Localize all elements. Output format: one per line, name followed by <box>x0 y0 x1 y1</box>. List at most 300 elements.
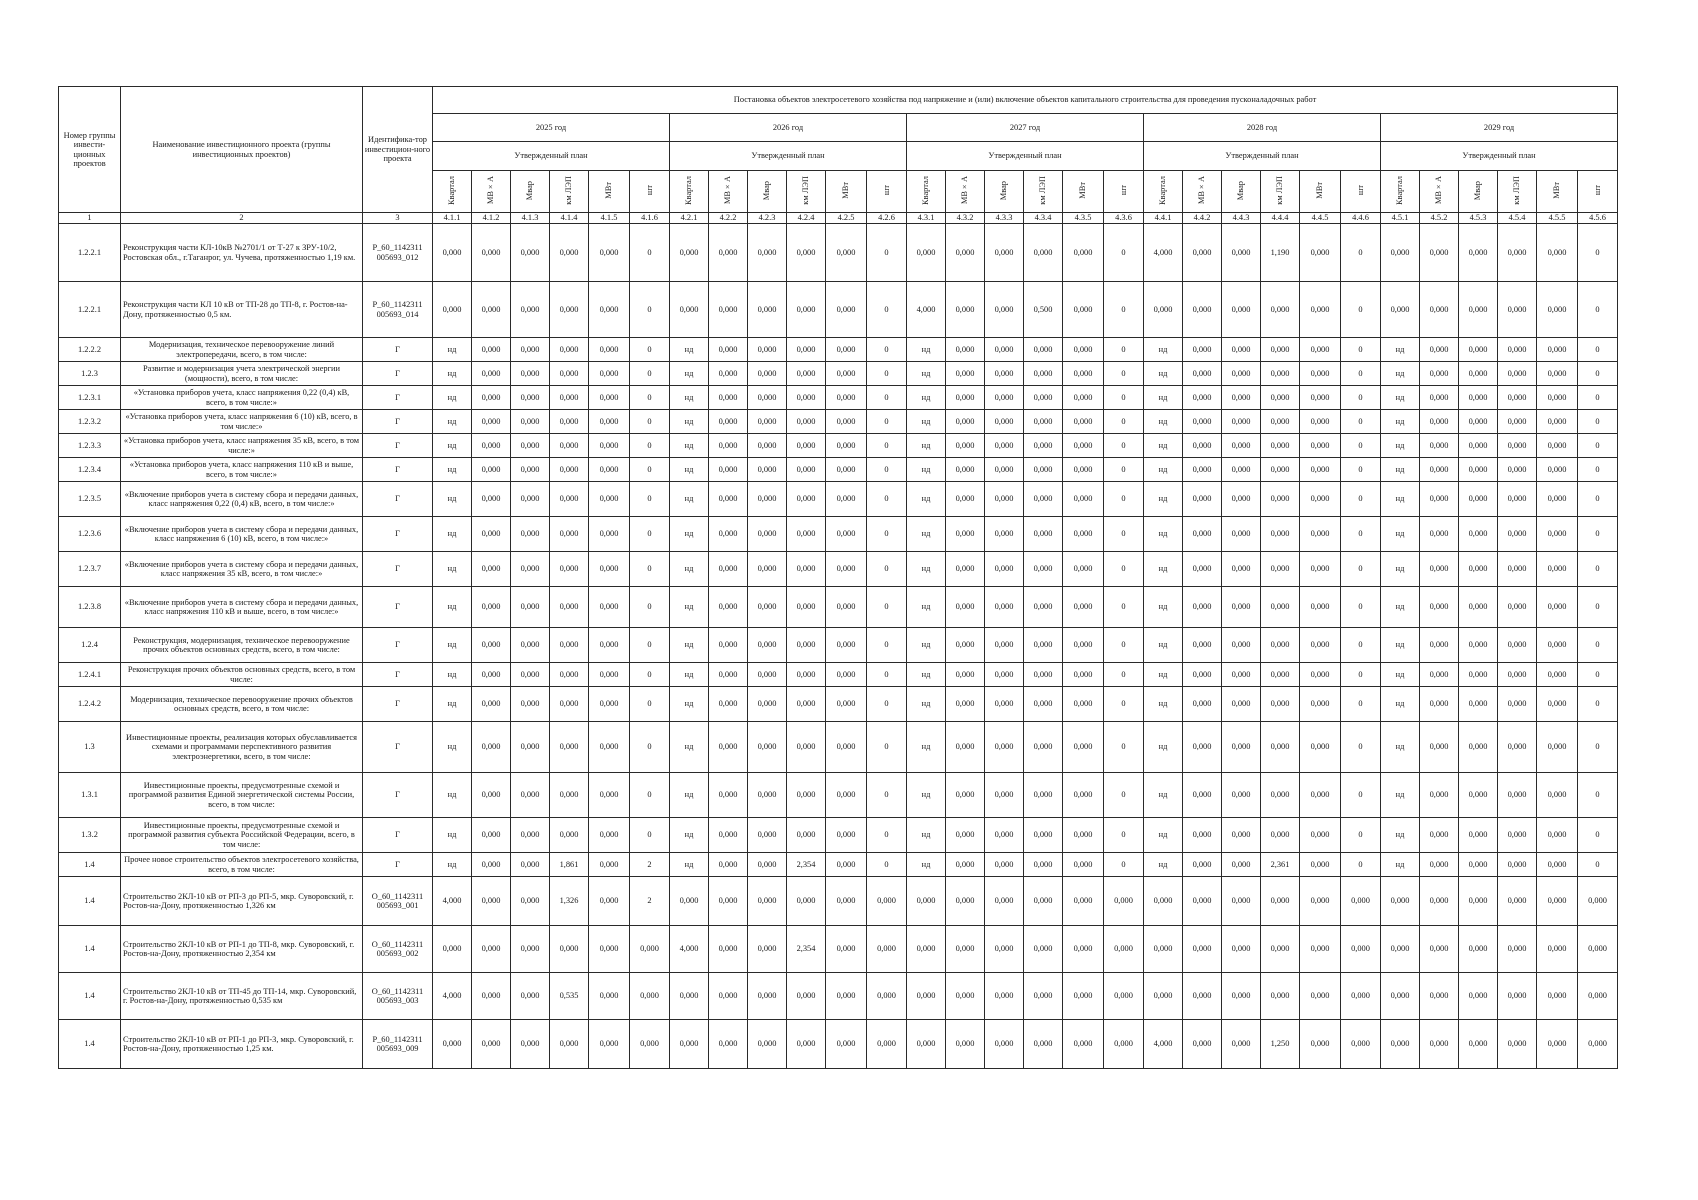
value-cell: нд <box>433 386 472 410</box>
value-cell: 0,000 <box>550 628 589 663</box>
value-cell: 0 <box>867 818 907 853</box>
value-cell: 0,000 <box>985 386 1024 410</box>
value-cell: 0,000 <box>826 482 867 517</box>
plan-header: Утвержденный план <box>907 142 1144 171</box>
unit-label: Мвар <box>762 180 772 200</box>
value-cell: 0,000 <box>985 482 1024 517</box>
value-cell: 0,000 <box>1459 434 1498 458</box>
value-cell: 0,000 <box>1498 687 1537 722</box>
value-cell: 0,000 <box>472 434 511 458</box>
column-code: 4.1.2 <box>472 213 511 224</box>
value-cell: 0,000 <box>511 587 550 628</box>
value-cell: нд <box>670 386 709 410</box>
value-cell: 0,000 <box>1063 973 1104 1020</box>
value-cell: 0 <box>1578 410 1618 434</box>
table-row <box>59 482 1618 517</box>
value-cell: 0,000 <box>589 362 630 386</box>
value-cell: 0,000 <box>472 877 511 926</box>
year-header: 2029 год <box>1381 114 1618 142</box>
unit-label: Мвар <box>1236 180 1246 200</box>
unit-label: шт <box>881 185 891 196</box>
value-cell: 0,000 <box>1341 1020 1381 1069</box>
value-cell: 0 <box>867 338 907 362</box>
value-cell: 0,000 <box>946 482 985 517</box>
value-cell: 0 <box>630 224 670 282</box>
value-cell: нд <box>907 482 946 517</box>
value-cell: 0 <box>630 628 670 663</box>
value-cell: нд <box>1381 386 1420 410</box>
value-cell: 0,000 <box>550 386 589 410</box>
value-cell: 0,000 <box>946 973 985 1020</box>
value-cell: 0,000 <box>1183 663 1222 687</box>
value-cell: 0,000 <box>1300 663 1341 687</box>
value-cell: 0,000 <box>1261 628 1300 663</box>
value-cell: 0,000 <box>1300 224 1341 282</box>
group-number-cell: 1.2.3.1 <box>59 386 121 410</box>
value-cell: 0,000 <box>1222 663 1261 687</box>
value-cell: 0,000 <box>1420 386 1459 410</box>
value-cell: 0,000 <box>787 362 826 386</box>
value-cell: 0 <box>867 362 907 386</box>
value-cell: 0,000 <box>787 722 826 773</box>
value-cell: 0,000 <box>985 517 1024 552</box>
group-number-cell: 1.2.3.4 <box>59 458 121 482</box>
value-cell: 0,000 <box>946 362 985 386</box>
value-cell: 0,000 <box>630 1020 670 1069</box>
value-cell: нд <box>1381 722 1420 773</box>
value-cell: 0,000 <box>511 434 550 458</box>
column-code: 3 <box>363 213 433 224</box>
value-cell: 0 <box>630 482 670 517</box>
value-cell: 0,000 <box>1420 482 1459 517</box>
column-code: 4.1.1 <box>433 213 472 224</box>
value-cell: 0,000 <box>511 663 550 687</box>
value-cell: 0,000 <box>1537 818 1578 853</box>
unit-label: км ЛЭП <box>801 175 811 205</box>
value-cell: 0 <box>1578 687 1618 722</box>
identifier-cell: Г <box>363 722 433 773</box>
value-cell: 0,000 <box>709 338 748 362</box>
value-cell: 0,000 <box>1420 628 1459 663</box>
value-cell: 0,000 <box>946 1020 985 1069</box>
value-cell: 0 <box>1578 458 1618 482</box>
value-cell: 0,000 <box>472 687 511 722</box>
project-name-cell: Реконструкция части КЛ 10 кВ от ТП-28 до ТП-8, г. Ростов-на-Дону, протяженностью 0,5 км. <box>121 282 363 338</box>
value-cell: 0,000 <box>1183 853 1222 877</box>
value-cell: 0,000 <box>709 386 748 410</box>
value-cell: 0,000 <box>1261 282 1300 338</box>
value-cell: нд <box>1381 773 1420 818</box>
value-cell: 0,000 <box>1420 722 1459 773</box>
value-cell: 0,000 <box>1261 818 1300 853</box>
value-cell: 0,000 <box>1341 926 1381 973</box>
value-cell: 0,000 <box>748 517 787 552</box>
unit-header <box>511 171 550 213</box>
group-number-cell: 1.2.4.2 <box>59 687 121 722</box>
value-cell: 0,000 <box>1341 877 1381 926</box>
value-cell: 0,000 <box>1222 818 1261 853</box>
value-cell: 0,000 <box>1381 1020 1420 1069</box>
value-cell: 0,000 <box>1537 517 1578 552</box>
project-name-cell: Прочее новое строительство объектов электросетевого хозяйства, всего, в том числе: <box>121 853 363 877</box>
value-cell: 0,000 <box>787 663 826 687</box>
value-cell: 0,000 <box>670 877 709 926</box>
identifier-cell: O_60_1142311 005693_002 <box>363 926 433 973</box>
value-cell: 0 <box>1341 818 1381 853</box>
value-cell: 0,000 <box>985 628 1024 663</box>
value-cell: нд <box>670 773 709 818</box>
value-cell: 0,000 <box>1420 282 1459 338</box>
value-cell: нд <box>670 410 709 434</box>
value-cell: 0,000 <box>1498 362 1537 386</box>
value-cell: 0 <box>1578 482 1618 517</box>
value-cell: нд <box>670 587 709 628</box>
value-cell: 0,000 <box>1024 587 1063 628</box>
value-cell: 0,000 <box>550 926 589 973</box>
value-cell: 0,000 <box>1537 628 1578 663</box>
value-cell: 0 <box>1341 663 1381 687</box>
value-cell: 0,000 <box>1459 818 1498 853</box>
value-cell: 0,000 <box>1498 386 1537 410</box>
value-cell: нд <box>907 517 946 552</box>
identifier-cell: P_60_1142311 005693_012 <box>363 224 433 282</box>
value-cell: 0 <box>1104 482 1144 517</box>
value-cell: 0,000 <box>826 926 867 973</box>
unit-label: км ЛЭП <box>1512 175 1522 205</box>
value-cell: 0,000 <box>589 282 630 338</box>
unit-label: Квартал <box>1158 175 1168 205</box>
value-cell: 0,000 <box>1222 517 1261 552</box>
value-cell: 0,000 <box>1183 818 1222 853</box>
value-cell: 0 <box>1104 552 1144 587</box>
value-cell: 0,000 <box>748 587 787 628</box>
value-cell: 0,000 <box>748 722 787 773</box>
year-header: 2027 год <box>907 114 1144 142</box>
value-cell: 0,000 <box>1024 517 1063 552</box>
value-cell: 0,000 <box>472 722 511 773</box>
value-cell: нд <box>433 663 472 687</box>
value-cell: нд <box>1144 663 1183 687</box>
value-cell: 0,000 <box>787 818 826 853</box>
value-cell: 0,000 <box>826 973 867 1020</box>
column-code: 4.5.3 <box>1459 213 1498 224</box>
value-cell: 0,000 <box>748 224 787 282</box>
group-number-cell: 1.2.3.5 <box>59 482 121 517</box>
value-cell: 0,000 <box>1183 338 1222 362</box>
value-cell: 0,000 <box>1183 386 1222 410</box>
value-cell: 0,000 <box>511 386 550 410</box>
value-cell: 0,000 <box>1420 434 1459 458</box>
column-code: 4.1.3 <box>511 213 550 224</box>
value-cell: 0,000 <box>826 552 867 587</box>
value-cell: 0 <box>630 386 670 410</box>
value-cell: 0,000 <box>1300 926 1341 973</box>
value-cell: 0,000 <box>1104 926 1144 973</box>
unit-header <box>826 171 867 213</box>
value-cell: 0,000 <box>709 818 748 853</box>
value-cell: 0,000 <box>946 628 985 663</box>
value-cell: нд <box>907 362 946 386</box>
value-cell: 0,000 <box>709 687 748 722</box>
value-cell: 0,000 <box>1222 722 1261 773</box>
value-cell: 0,000 <box>709 458 748 482</box>
column-code: 4.4.2 <box>1183 213 1222 224</box>
value-cell: 0,000 <box>550 362 589 386</box>
value-cell: 0,000 <box>550 1020 589 1069</box>
value-cell: 0,000 <box>709 434 748 458</box>
unit-header <box>550 171 589 213</box>
value-cell: 0,000 <box>1537 282 1578 338</box>
value-cell: 0 <box>1341 434 1381 458</box>
table-row <box>59 517 1618 552</box>
column-code: 4.1.5 <box>589 213 630 224</box>
value-cell: 0,000 <box>1498 338 1537 362</box>
value-cell: 0,000 <box>550 282 589 338</box>
value-cell: 0,000 <box>1183 687 1222 722</box>
column-code: 4.3.1 <box>907 213 946 224</box>
identifier-cell: Г <box>363 818 433 853</box>
value-cell: нд <box>670 818 709 853</box>
group-number-cell: 1.4 <box>59 877 121 926</box>
value-cell: 0,000 <box>1144 926 1183 973</box>
project-name-cell: «Включение приборов учета в систему сбора и передачи данных, класс напряжения 6 (10) кВ, всего, в том числе:» <box>121 517 363 552</box>
value-cell: 0,000 <box>1024 410 1063 434</box>
unit-header <box>1420 171 1459 213</box>
value-cell: 0,000 <box>589 973 630 1020</box>
value-cell: 4,000 <box>433 973 472 1020</box>
value-cell: нд <box>433 687 472 722</box>
value-cell: 0,000 <box>1104 877 1144 926</box>
value-cell: нд <box>670 458 709 482</box>
value-cell: 0,000 <box>1183 517 1222 552</box>
value-cell: нд <box>1381 663 1420 687</box>
value-cell: 0,000 <box>826 687 867 722</box>
value-cell: 0,000 <box>511 282 550 338</box>
value-cell: нд <box>1381 687 1420 722</box>
value-cell: 0,000 <box>1459 282 1498 338</box>
value-cell: 0,000 <box>670 1020 709 1069</box>
unit-header <box>589 171 630 213</box>
value-cell: 0,000 <box>985 687 1024 722</box>
value-cell: 0,000 <box>1537 552 1578 587</box>
value-cell: 0,000 <box>1261 687 1300 722</box>
value-cell: 0,000 <box>1300 282 1341 338</box>
value-cell: нд <box>1381 482 1420 517</box>
value-cell: 0,000 <box>748 877 787 926</box>
value-cell: нд <box>907 853 946 877</box>
value-cell: 0,000 <box>1183 1020 1222 1069</box>
group-number-cell: 1.4 <box>59 973 121 1020</box>
value-cell: 0,000 <box>1459 224 1498 282</box>
value-cell: 0,000 <box>1300 587 1341 628</box>
value-cell: 0,000 <box>1144 282 1183 338</box>
value-cell: 0,000 <box>1024 224 1063 282</box>
value-cell: 0,000 <box>907 973 946 1020</box>
value-cell: 0,000 <box>946 926 985 973</box>
value-cell: 0 <box>1341 482 1381 517</box>
value-cell: нд <box>433 362 472 386</box>
value-cell: 0,000 <box>1261 362 1300 386</box>
value-cell: 0 <box>630 517 670 552</box>
value-cell: 0,000 <box>1183 410 1222 434</box>
value-cell: 0,000 <box>1261 877 1300 926</box>
column-code: 4.3.4 <box>1024 213 1063 224</box>
value-cell: 0,000 <box>787 482 826 517</box>
unit-label: Мвар <box>1473 180 1483 200</box>
column-code: 4.4.5 <box>1300 213 1341 224</box>
value-cell: 0,000 <box>787 282 826 338</box>
unit-label: МВт <box>1315 181 1325 199</box>
value-cell: 0,000 <box>985 362 1024 386</box>
plan-header: Утвержденный план <box>1381 142 1618 171</box>
value-cell: 0 <box>867 482 907 517</box>
unit-header <box>748 171 787 213</box>
identifier-cell: Г <box>363 663 433 687</box>
group-number-cell: 1.2.4.1 <box>59 663 121 687</box>
value-cell: 0 <box>1341 224 1381 282</box>
value-cell: 0,000 <box>1420 877 1459 926</box>
value-cell: 0 <box>867 687 907 722</box>
value-cell: 0,000 <box>1300 818 1341 853</box>
table-row <box>59 877 1618 926</box>
unit-header <box>1459 171 1498 213</box>
value-cell: 0,000 <box>1222 224 1261 282</box>
value-cell: 0 <box>867 587 907 628</box>
table-header <box>59 87 1618 224</box>
value-cell: 0,000 <box>1063 853 1104 877</box>
value-cell: 0 <box>867 628 907 663</box>
value-cell: 0,000 <box>985 410 1024 434</box>
value-cell: нд <box>1144 517 1183 552</box>
value-cell: 0 <box>1341 338 1381 362</box>
value-cell: 0,000 <box>1222 338 1261 362</box>
value-cell: 0,000 <box>1063 410 1104 434</box>
group-number-cell: 1.2.3.7 <box>59 552 121 587</box>
unit-label: МВ×А <box>486 176 496 205</box>
value-cell: 0,000 <box>748 362 787 386</box>
value-cell: 0,000 <box>1183 926 1222 973</box>
value-cell: 0,000 <box>550 818 589 853</box>
value-cell: 0,000 <box>1144 877 1183 926</box>
group-number-cell: 1.2.2.1 <box>59 282 121 338</box>
header-project-name: Наименование инвестиционного проекта (группы инвестиционных проектов) <box>121 87 363 213</box>
value-cell: 0,000 <box>433 224 472 282</box>
value-cell: 0,000 <box>907 926 946 973</box>
value-cell: 0,000 <box>1261 434 1300 458</box>
value-cell: 0,000 <box>1420 973 1459 1020</box>
value-cell: 0,000 <box>1498 926 1537 973</box>
value-cell: 0,000 <box>748 1020 787 1069</box>
value-cell: 0,000 <box>985 818 1024 853</box>
value-cell: 0,000 <box>589 386 630 410</box>
unit-header <box>1341 171 1381 213</box>
value-cell: 0 <box>1578 224 1618 282</box>
value-cell: 0,000 <box>589 926 630 973</box>
value-cell: 0,000 <box>1063 926 1104 973</box>
unit-label: км ЛЭП <box>564 175 574 205</box>
value-cell: 0,000 <box>1420 587 1459 628</box>
value-cell: 0,000 <box>1183 434 1222 458</box>
value-cell: 0 <box>1104 853 1144 877</box>
value-cell: 0 <box>1578 362 1618 386</box>
unit-label: МВт <box>1552 181 1562 199</box>
value-cell: 0,000 <box>946 587 985 628</box>
value-cell: 0,000 <box>1420 926 1459 973</box>
value-cell: 0,000 <box>1024 687 1063 722</box>
value-cell: 0,000 <box>511 628 550 663</box>
value-cell: 0,000 <box>1024 926 1063 973</box>
unit-header <box>985 171 1024 213</box>
value-cell: 0,000 <box>1261 773 1300 818</box>
value-cell: 0 <box>867 224 907 282</box>
value-cell: нд <box>907 552 946 587</box>
identifier-cell: P_60_1142311 005693_014 <box>363 282 433 338</box>
value-cell: 0 <box>1104 818 1144 853</box>
value-cell: 0,000 <box>946 722 985 773</box>
value-cell: 0,000 <box>1537 224 1578 282</box>
unit-header <box>1063 171 1104 213</box>
value-cell: 0,000 <box>472 282 511 338</box>
value-cell: 0,000 <box>589 482 630 517</box>
value-cell: 0,000 <box>1024 877 1063 926</box>
value-cell: 0,000 <box>1024 434 1063 458</box>
value-cell: 0,000 <box>1222 282 1261 338</box>
value-cell: 0,000 <box>748 628 787 663</box>
group-number-cell: 1.2.2.2 <box>59 338 121 362</box>
value-cell: 0,000 <box>1063 434 1104 458</box>
value-cell: 0,000 <box>1498 973 1537 1020</box>
value-cell: нд <box>907 587 946 628</box>
value-cell: 2,354 <box>787 926 826 973</box>
value-cell: 0,000 <box>1261 973 1300 1020</box>
value-cell: нд <box>1144 434 1183 458</box>
value-cell: 0,000 <box>550 722 589 773</box>
value-cell: 0,000 <box>589 587 630 628</box>
value-cell: 0,000 <box>589 338 630 362</box>
value-cell: 0,000 <box>433 926 472 973</box>
value-cell: нд <box>1381 410 1420 434</box>
value-cell: 0,000 <box>1498 282 1537 338</box>
value-cell: 0,000 <box>787 458 826 482</box>
value-cell: 0,000 <box>589 458 630 482</box>
column-code: 4.5.4 <box>1498 213 1537 224</box>
value-cell: 0,000 <box>946 458 985 482</box>
value-cell: 0,000 <box>1222 628 1261 663</box>
value-cell: 0,000 <box>1183 877 1222 926</box>
value-cell: 0,000 <box>748 338 787 362</box>
project-name-cell: «Установка приборов учета, класс напряжения 0,22 (0,4) кВ, всего, в том числе:» <box>121 386 363 410</box>
value-cell: 0,535 <box>550 973 589 1020</box>
unit-label: Квартал <box>684 175 694 205</box>
value-cell: 1,190 <box>1261 224 1300 282</box>
value-cell: 0,000 <box>985 224 1024 282</box>
value-cell: нд <box>1381 853 1420 877</box>
value-cell: 0,000 <box>709 224 748 282</box>
value-cell: 0,000 <box>985 458 1024 482</box>
value-cell: 0,000 <box>787 687 826 722</box>
unit-header <box>670 171 709 213</box>
table-row <box>59 386 1618 410</box>
value-cell: 0,000 <box>1222 410 1261 434</box>
table-row <box>59 773 1618 818</box>
value-cell: 0 <box>867 773 907 818</box>
value-cell: нд <box>433 482 472 517</box>
value-cell: 0,000 <box>787 434 826 458</box>
value-cell: 0,000 <box>472 386 511 410</box>
value-cell: 0,000 <box>748 663 787 687</box>
value-cell: 2,354 <box>787 853 826 877</box>
value-cell: 0,000 <box>550 482 589 517</box>
